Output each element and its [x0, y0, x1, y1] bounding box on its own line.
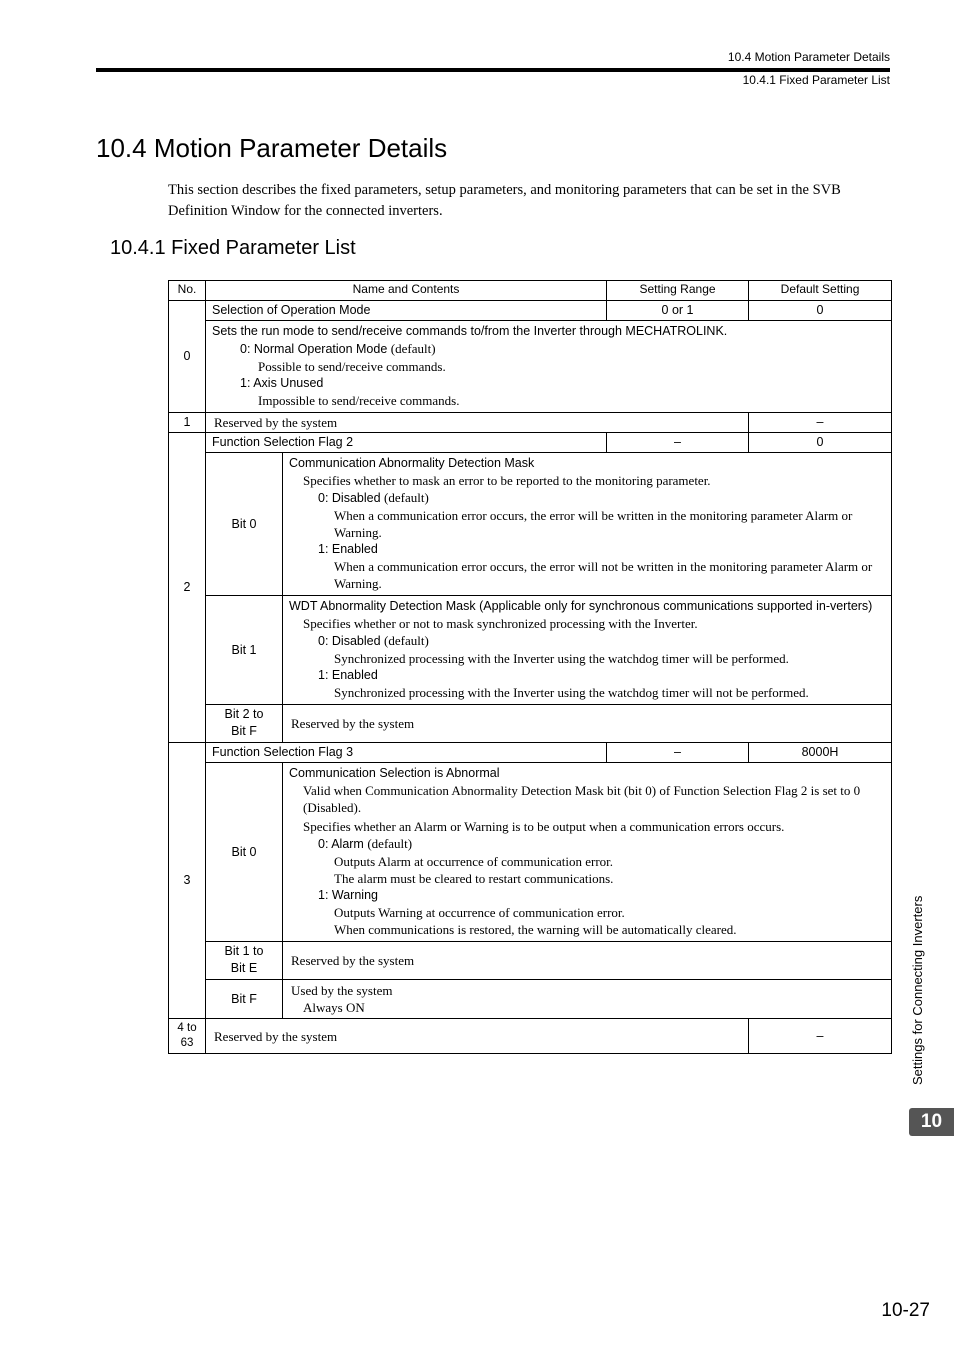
- param-default: –: [749, 413, 892, 433]
- option-note: (default): [384, 633, 429, 648]
- col-header-range: Setting Range: [607, 281, 749, 301]
- bit-label: [206, 705, 283, 743]
- bit-label-start: Bit 1 to: [224, 944, 264, 958]
- param-name: Function Selection Flag 3: [206, 743, 607, 763]
- running-header-section: 10.4 Motion Parameter Details: [727, 50, 890, 64]
- table-row: [169, 453, 892, 596]
- bit-label-end: Bit F: [231, 724, 257, 738]
- fixed-parameter-table: [168, 280, 892, 1054]
- param-name: Function Selection Flag 2: [206, 433, 607, 453]
- param-no: [169, 1019, 206, 1054]
- option-label: 0: Disabled: [318, 634, 381, 648]
- bit-label-start: Bit 2 to: [224, 707, 264, 721]
- col-header-default: Default Setting: [749, 281, 892, 301]
- bit-label: Bit 0: [206, 453, 283, 596]
- bit-text: Used by the system: [291, 983, 393, 998]
- bit-title: Communication Selection is Abnormal: [289, 766, 500, 780]
- header-rule: [96, 68, 890, 72]
- bit-description: Reserved by the system: [283, 705, 892, 743]
- param-no: 1: [169, 413, 206, 433]
- param-name: Selection of Operation Mode: [206, 301, 607, 321]
- table-row: [169, 321, 892, 413]
- option-text: Synchronized processing with the Inverter using the watchdog timer will not be performed.: [334, 685, 809, 700]
- bit-label: Bit 0: [206, 763, 283, 942]
- param-name: Reserved by the system: [206, 413, 749, 433]
- bit-text: Valid when Communication Abnormality Detection Mask bit (bit 0) of Function Selection Flag 2 is set to 0 (Disabled).: [303, 783, 861, 815]
- table-row: [169, 1019, 892, 1054]
- running-header-subsection: 10.4.1 Fixed Parameter List: [742, 73, 890, 87]
- bit-label: Bit 1: [206, 596, 283, 705]
- bit-text: Specifies whether an Alarm or Warning is to be output when a communication errors occurs.: [303, 819, 785, 834]
- param-default: 0: [749, 433, 892, 453]
- page-title: 10.4 Motion Parameter Details: [96, 133, 448, 163]
- table-row: [169, 705, 892, 743]
- table-row: [169, 763, 892, 942]
- param-range: –: [607, 743, 749, 763]
- option-text: Impossible to send/receive commands.: [258, 393, 460, 408]
- bit-description: [283, 763, 892, 942]
- param-name: Reserved by the system: [206, 1019, 749, 1054]
- param-default: 8000H: [749, 743, 892, 763]
- bit-description: [283, 596, 892, 705]
- bit-title: Communication Abnormality Detection Mask: [289, 456, 535, 470]
- bit-text: Specifies whether to mask an error to be reported to the monitoring parameter.: [303, 473, 711, 488]
- param-no-start: 4 to: [177, 1022, 197, 1034]
- option-note: (default): [367, 836, 413, 851]
- bit-description: Reserved by the system: [283, 942, 892, 980]
- table-header-row: [169, 281, 892, 301]
- table-row: [169, 596, 892, 705]
- option-text: Possible to send/receive commands.: [258, 359, 446, 374]
- intro-paragraph: This section describes the fixed parameters, setup parameters, and monitoring parameters that can be set in the SVB Definition Window for the connected inverters.: [168, 182, 841, 219]
- bit-text: Specifies whether or not to mask synchronized processing with the Inverter.: [303, 616, 698, 631]
- param-default: –: [749, 1019, 892, 1054]
- description-text: Sets the run mode to send/receive commands to/from the Inverter through MECHATROLINK.: [212, 324, 728, 338]
- param-no: 3: [169, 743, 206, 1019]
- option-text: The alarm must be cleared to restart communications.: [334, 871, 614, 886]
- page-number: 10-27: [881, 1300, 930, 1321]
- option-label: 1: Axis Unused: [240, 376, 324, 390]
- bit-label-end: Bit E: [230, 961, 258, 975]
- param-no-end: 63: [180, 1037, 194, 1049]
- col-header-no: No.: [169, 281, 206, 301]
- option-note: (default): [384, 490, 429, 505]
- option-label: 0: Normal Operation Mode: [240, 342, 388, 356]
- table-row: [169, 942, 892, 980]
- param-description: [206, 321, 892, 413]
- option-label: 0: Disabled: [318, 491, 381, 505]
- option-label: 1: Enabled: [318, 668, 378, 682]
- option-label: 1: Enabled: [318, 542, 378, 556]
- table-row: [169, 433, 892, 453]
- option-text: When a communication error occurs, the error will not be written in the monitoring parameter Alarm or Warning.: [334, 559, 873, 591]
- table-row: [169, 980, 892, 1019]
- section-title: 10.4.1 Fixed Parameter List: [110, 237, 356, 259]
- table-row: [169, 301, 892, 321]
- option-text: When a communication error occurs, the error will be written in the monitoring parameter Alarm or Warning.: [334, 508, 853, 540]
- option-note: (default): [390, 341, 436, 356]
- param-no: 2: [169, 433, 206, 743]
- param-range: 0 or 1: [607, 301, 749, 321]
- bit-label: Bit F: [206, 980, 283, 1019]
- option-label: 1: Warning: [318, 888, 378, 902]
- table-row: [169, 743, 892, 763]
- option-text: Outputs Alarm at occurrence of communication error.: [334, 854, 614, 869]
- col-header-name: Name and Contents: [206, 281, 607, 301]
- side-chapter-label: Settings for Connecting Inverters: [910, 895, 925, 1085]
- table-row: [169, 413, 892, 433]
- bit-text: Always ON: [303, 1000, 365, 1015]
- chapter-tab: 10: [909, 1108, 954, 1136]
- param-no: 0: [169, 301, 206, 413]
- option-text: When communications is restored, the warning will be automatically cleared.: [334, 922, 737, 937]
- option-label: 0: Alarm: [318, 837, 364, 851]
- option-text: Outputs Warning at occurrence of communication error.: [334, 905, 625, 920]
- bit-title: WDT Abnormality Detection Mask (Applicable only for synchronous communications supported in-verters): [289, 599, 873, 613]
- bit-description: [283, 453, 892, 596]
- bit-label: [206, 942, 283, 980]
- option-text: Synchronized processing with the Inverter using the watchdog timer will be performed.: [334, 651, 789, 666]
- param-default: 0: [749, 301, 892, 321]
- param-range: –: [607, 433, 749, 453]
- bit-description: [283, 980, 892, 1019]
